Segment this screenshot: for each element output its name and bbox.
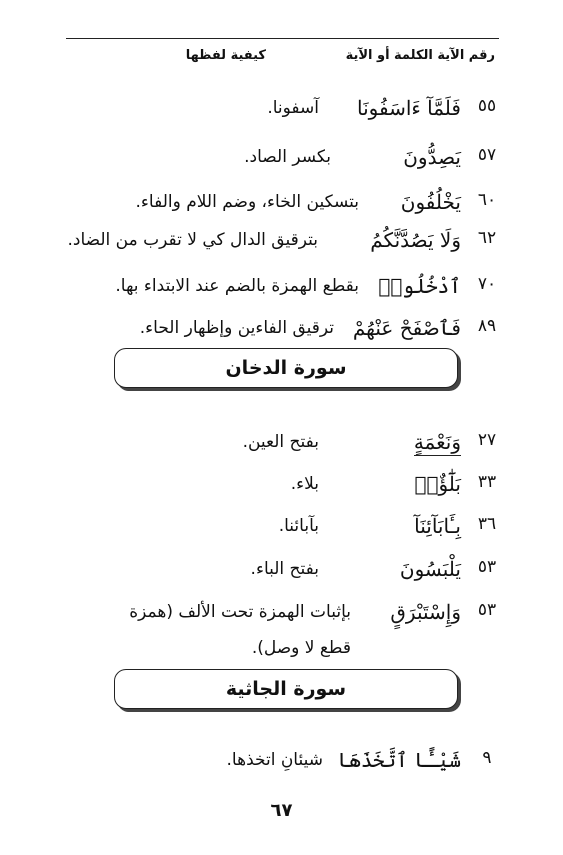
verse-number: ٥٣ <box>477 557 497 577</box>
verse-number: ٣٦ <box>477 514 497 534</box>
quran-word: بَلَٰٓؤٌا۟ <box>414 472 461 496</box>
verse-number: ٦٢ <box>477 228 497 248</box>
pronunciation-note: بفتح الباء. <box>250 559 319 579</box>
surah-title: سورة الدخان <box>225 357 347 379</box>
pronunciation-note-continued: قطع لا وصل). <box>251 638 351 658</box>
header-pronunciation: كيفية لفظها <box>185 48 266 63</box>
verse-number: ٥٧ <box>477 145 497 165</box>
quran-word: يَصِدُّونَ <box>403 145 461 169</box>
list-item <box>61 557 501 587</box>
list-item <box>61 145 501 175</box>
verse-number: ٥٥ <box>477 96 497 116</box>
quran-word: ٱدْخُلُوا۟ <box>378 274 461 298</box>
pronunciation-note: بلاء. <box>290 474 319 494</box>
quran-word: يَخْلُفُونَ <box>400 190 461 214</box>
pronunciation-note: بإثبات الهمزة تحت الألف (همزة <box>129 602 351 622</box>
list-item <box>61 600 501 666</box>
pronunciation-note: بترقيق الدال كي لا تقرب من الضاد. <box>67 230 318 250</box>
pronunciation-note: آسفونا. <box>267 98 319 118</box>
quran-word: وَإِسْتَبْرَقٍ <box>390 600 461 624</box>
verse-number: ٢٧ <box>477 430 497 450</box>
page-number: ٦٧ <box>270 800 293 821</box>
pronunciation-note: بفتح العين. <box>242 432 319 452</box>
quran-word: فَٱصْفَحْ عَنْهُمْ <box>352 316 461 340</box>
list-item <box>61 228 501 258</box>
surah-title-box <box>114 348 458 388</box>
verse-number: ٥٣ <box>477 600 497 620</box>
list-item <box>61 190 501 220</box>
verse-number: ٨٩ <box>477 316 497 336</box>
list-item <box>61 748 501 778</box>
list-item <box>61 316 501 346</box>
quran-word: بِـَٔابَآئِنَآ <box>414 514 461 538</box>
pronunciation-note: شيئانِ اتخذها. <box>226 750 323 770</box>
verse-number: ٩ <box>482 748 492 768</box>
quran-word: يَلْبَسُونَ <box>399 557 461 581</box>
pronunciation-note: ترقيق الفاءين وإظهار الحاء. <box>139 318 334 338</box>
list-item <box>61 96 501 126</box>
list-item <box>61 514 501 544</box>
pronunciation-note: بقطع الهمزة بالضم عند الابتداء بها. <box>115 276 359 296</box>
quran-word: شَيْـًٔا ٱتَّخَذَهَا <box>337 748 461 772</box>
table-header <box>66 38 499 69</box>
header-verse-word: رقم الآية الكلمة أو الآية <box>345 48 495 63</box>
surah-title-box <box>114 669 458 709</box>
verse-number: ٣٣ <box>477 472 497 492</box>
quran-word: وَلَا يَصُدَّنَّكُمُ <box>370 228 461 252</box>
pronunciation-note: بتسكين الخاء، وضم اللام والفاء. <box>135 192 359 212</box>
list-item <box>61 430 501 460</box>
list-item <box>61 274 501 304</box>
quran-word: وَنَعْمَةٍ <box>413 430 461 454</box>
verse-number: ٦٠ <box>477 190 497 210</box>
surah-title: سورة الجاثية <box>225 678 347 700</box>
pronunciation-note: بآبائنا. <box>278 516 319 536</box>
verse-number: ٧٠ <box>477 274 497 294</box>
list-item <box>61 472 501 502</box>
pronunciation-note: بكسر الصاد. <box>244 147 331 167</box>
quran-word: فَلَمَّآ ءَاسَفُونَا <box>356 96 461 120</box>
